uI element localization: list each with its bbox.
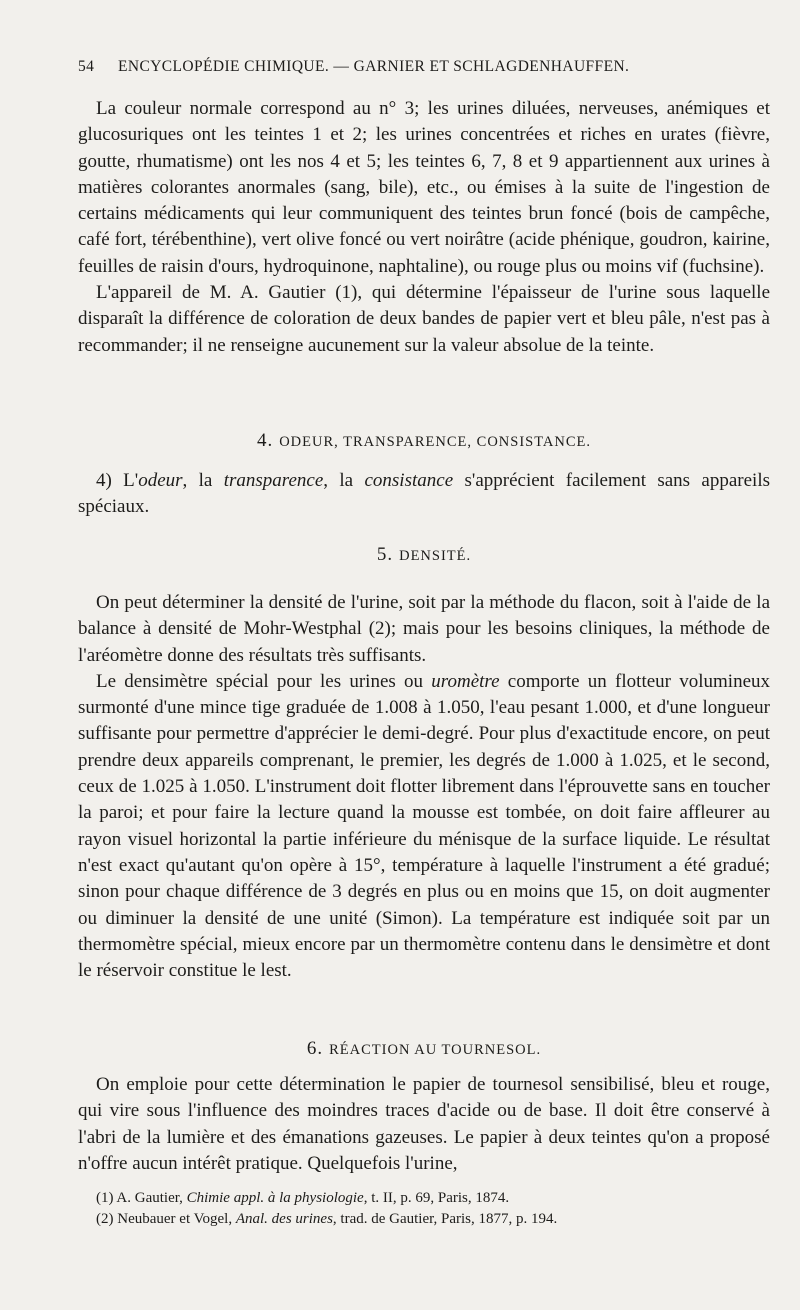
page-number: 54 bbox=[78, 58, 95, 75]
emphasis-consistance: consistance bbox=[364, 470, 454, 491]
section-heading-4 bbox=[78, 430, 770, 452]
section-6-body bbox=[78, 1072, 770, 1177]
footnote-title: Chimie appl. à la physiologie bbox=[186, 1190, 364, 1206]
text-run: comporte un flotteur volumineux surmonté d'une mince tige graduée de 1.008 à 1.050, l'eau pesant 1.000, et d'une longueur suffisante pour permettre d'apprécier le demi-degré. Pour plus d'exactitude encore, on peut prendre deux appareils comprenant, le premier, les degrés de 1.000 à 1.025, et le second, ceux de 1.025 à 1.050. L'instrument doit flotter librement dans l'éprouvette sans en toucher la paroi; et pour faire la lecture quand la mousse est tombée, on doit faire affleurer au rayon visuel horizontal la partie inférieure du ménisque de la surface liquide. Le résultat n'est exact qu'autant qu'on opère à 15°, température à laquelle l'instrument a été gradué; sinon pour chaque différence de 3 degrés en plus ou en moins que 15, on doit augmenter ou diminuer la densité de une unité (Simon). La température est indiquée soit par un thermomètre spécial, mieux encore par un thermomètre contenu dans le densimètre et dont le réservoir constitue le lest. bbox=[78, 670, 771, 982]
section-5-body bbox=[78, 590, 770, 984]
section-heading-6 bbox=[78, 1038, 770, 1060]
text-run: , t. II, p. 69, Paris, 1874. bbox=[363, 1190, 510, 1206]
emphasis-transparence: transparence bbox=[223, 470, 324, 491]
running-title: ENCYCLOPÉDIE CHIMIQUE. — GARNIER ET SCHLAGDENHAUFFEN. bbox=[118, 58, 630, 75]
section-title: RÉACTION AU TOURNESOL. bbox=[329, 1042, 542, 1058]
page-header bbox=[78, 58, 778, 82]
emphasis-odeur: odeur bbox=[138, 470, 183, 491]
section-title: DENSITÉ. bbox=[399, 548, 472, 564]
opening-paragraphs bbox=[78, 96, 770, 359]
section-heading-5 bbox=[78, 544, 770, 566]
section-number: 5. bbox=[376, 544, 394, 565]
text-run: , la bbox=[323, 470, 365, 491]
section-4-body bbox=[78, 468, 770, 521]
paragraph-litmus: On emploie pour cette détermination le papier de tournesol sensibilisé, bleu et rouge, qui vire sous l'influence des moindres traces d'acide ou de base. Il doit être conservé à l'abri de la lumière et des émanations gazeuses. Le papier à deux teintes qu'on a proposé n'offre aucun intérêt pratique. Quelquefois l'urine, bbox=[78, 1074, 770, 1174]
emphasis-urometre: uromètre bbox=[431, 670, 500, 692]
text-run: 4) L' bbox=[96, 470, 139, 491]
footnote-2 bbox=[96, 1209, 776, 1230]
paragraph-gautier-apparatus: L'appareil de M. A. Gautier (1), qui détermine l'épaisseur de l'urine sous laquelle disparaît la différence de coloration de deux bandes de papier vert et bleu pâle, n'est pas à recommander; il ne renseigne aucunement sur la valeur absolue de la teinte. bbox=[78, 282, 770, 356]
text-run: s'apprécient facilement sans appareils spéciaux. bbox=[78, 470, 770, 518]
text-run: , la bbox=[182, 470, 224, 491]
section-number: 6. bbox=[306, 1038, 324, 1059]
paragraph-odour bbox=[78, 468, 770, 521]
footnotes bbox=[96, 1188, 776, 1230]
footnote-title: Anal. des urines bbox=[235, 1211, 333, 1227]
section-title: ODEUR, TRANSPARENCE, CONSISTANCE. bbox=[279, 434, 592, 450]
text-run: , trad. de Gautier, Paris, 1877, p. 194. bbox=[332, 1211, 558, 1227]
paragraph-density-methods: On peut déterminer la densité de l'urine, soit par la méthode du flacon, soit à l'aide de la balance à densité de Mohr-Westphal (2); mais pour les besoins cliniques, la méthode de l'aréomètre donne des résultats très suffisants. bbox=[78, 592, 770, 666]
paragraph-urometer bbox=[78, 669, 770, 985]
paragraph-colour-tints: La couleur normale correspond au n° 3; les urines diluées, nerveuses, anémiques et glucosuriques ont les teintes 1 et 2; les urines concentrées et riches en urates (fièvre, goutte, rhumatisme) ont les nos 4 et 5; les teintes 6, 7, 8 et 9 appartiennent aux urines à matières colorantes anormales (sang, bile), etc., ou émises à la suite de l'ingestion de certains médicaments qui leur communiquent des teintes brun foncé (bois de campêche, café fort, térébenthine), vert olive foncé ou vert noirâtre (acide phénique, goudron, kairine, feuilles de raisin d'ours, hydroquinone, naphtaline), ou rouge plus ou moins vif (fuchsine). bbox=[78, 98, 770, 277]
text-run: (1) A. Gautier, bbox=[96, 1190, 187, 1206]
section-number: 4. bbox=[256, 430, 274, 451]
footnote-1 bbox=[96, 1188, 776, 1209]
text-run: (2) Neubauer et Vogel, bbox=[96, 1211, 236, 1227]
text-run: Le densimètre spécial pour les urines ou bbox=[96, 670, 432, 692]
